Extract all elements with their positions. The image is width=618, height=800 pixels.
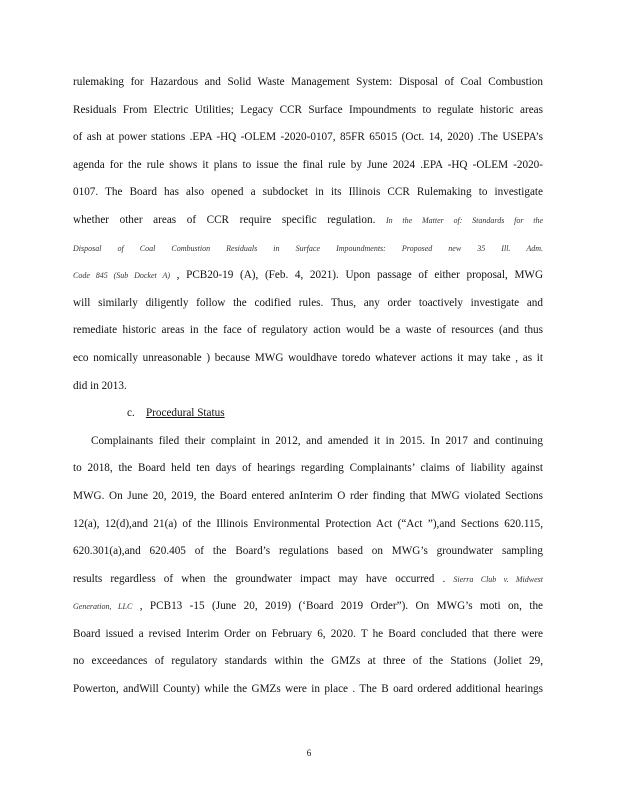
text-line: rulemaking for Hazardous and Solid Waste Management System: Disposal of Coal Combustion [73, 76, 543, 88]
text-line: Board issued a revised Interim Order on February 6, 2020. T he Board concluded that there were [73, 627, 543, 640]
text-line: of ash at power stations .EPA -HQ -OLEM -2020-0107, 85FR 65015 (Oct. 14, 2020) .The USEPA’s [73, 131, 543, 144]
line-text: , PCB13 -15 (June 20, 2019) (‘Board 2019 Order”). On MWG’s moti on, the [139, 600, 544, 613]
page-number: 6 [306, 748, 312, 758]
text-line: to 2018, the Board held ten days of hearings regarding Complainants’ claims of liability against [73, 462, 543, 475]
section-heading [73, 400, 543, 428]
line-text: whether other areas of CCR require specific regulation. [73, 213, 376, 226]
line-text: , PCB20-19 (A), (Feb. 4, 2021). Upon passage of either proposal, MWG [176, 269, 544, 282]
text-line: 0107. The Board has also opened a subdocket in its Illinois CCR Rulemaking to investigate [73, 186, 543, 199]
text-line: eco nomically unreasonable ) because MWG wouldhave toredo whatever actions it may take , as it [73, 351, 543, 364]
text-line: Residuals From Electric Utilities; Legacy CCR Surface Impoundments to regulate historic areas [73, 103, 543, 116]
case-citation: Disposal of Coal Combustion Residuals in Surface Impoundments: Proposed new 35 Ill. Adm. [73, 243, 543, 253]
case-citation: Sierra Club v. Midwest [453, 574, 544, 584]
heading-title: Procedural Status [145, 407, 225, 420]
case-citation: Generation, LLC [73, 602, 133, 612]
text-line: agenda for the rule shows it plans to issue the final rule by June 2024 .EPA -HQ -OLEM -2020- [73, 158, 543, 171]
text-line: remediate historic areas in the face of regulatory action would be a waste of resources (and thus [73, 324, 543, 337]
text-line: did in 2013. [73, 379, 127, 392]
text-line: Powerton, andWill County) while the GMZs were in place . The B oard ordered additional hearings [73, 683, 543, 696]
line-text: results regardless of when the groundwater impact may have occurred . [73, 572, 446, 585]
case-citation: Code 845 (Sub Docket A) [73, 271, 170, 281]
text-line [73, 262, 543, 290]
text-line [73, 207, 543, 235]
heading-letter: c. [127, 407, 135, 420]
text-line: MWG. On June 20, 2019, the Board entered anInterim O rder finding that MWG violated Sections [73, 489, 543, 502]
text-line [73, 566, 543, 594]
case-citation: In the Matter of: Standards for the [385, 215, 543, 225]
text-line [73, 235, 543, 263]
text-line [73, 593, 543, 621]
text-line: will similarly diligently follow the codified rules. Thus, any order toactively investigate and [73, 296, 543, 309]
text-line: 620.301(a),and 620.405 of the Board’s regulations based on MWG’s groundwater sampling [73, 545, 543, 558]
text-line: Complainants filed their complaint in 2012, and amended it in 2015. In 2017 and continuing [91, 434, 543, 447]
text-line: 12(a), 12(d),and 21(a) of the Illinois Environmental Protection Act (“Act ”),and Sections 620.115, [73, 517, 543, 530]
body-text [73, 69, 543, 704]
text-line: no exceedances of regulatory standards within the GMZs at three of the Stations (Joliet 29, [73, 655, 543, 668]
